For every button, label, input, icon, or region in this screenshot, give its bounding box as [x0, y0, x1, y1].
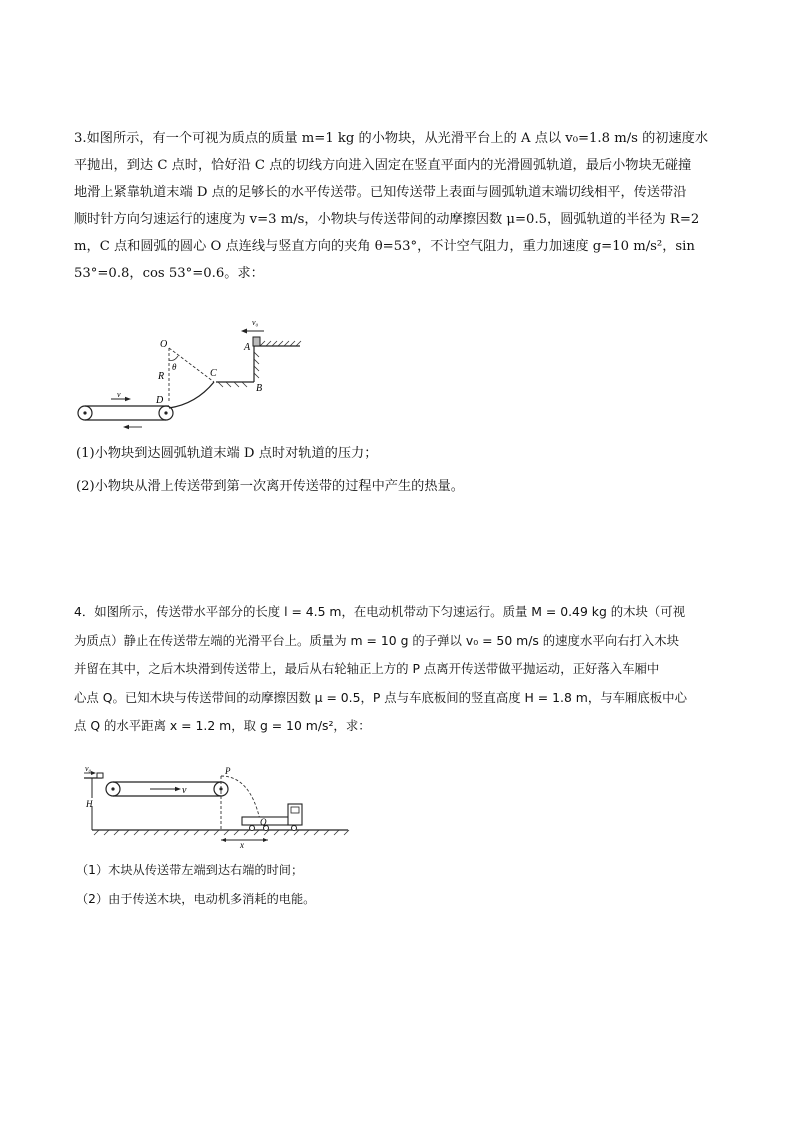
q3-subquestion-1: (1)小物块到达圆弧轨道末端 D 点时对轨道的压力； [76, 446, 378, 461]
q4-line-3: 并留在其中，之后木块滑到传送带上，最后从右轮轴正上方的 P 点离开传送带做平抛运动，正好落入车厢中 [74, 661, 660, 676]
q4-label-x: x [240, 840, 244, 850]
q4-label-v0: v₀ [85, 764, 92, 773]
q3-label-O: O [160, 339, 168, 350]
q3-line-3: 地滑上紧靠轨道末端 D 点的足够长的水平传送带。已知传送带上表面与圆弧轨道末端切线相平，传送带沿 [74, 185, 687, 200]
q3-label-C: C [210, 368, 217, 379]
q3-label-B: B [256, 383, 263, 394]
q3-label-v0: v₀ [252, 318, 259, 327]
q4-line-5: 点 Q 的水平距离 x = 1.2 m，取 g = 10 m/s²，求： [74, 718, 371, 733]
q3-label-A: A [244, 342, 251, 353]
q4-label-v: v [182, 785, 187, 796]
q4-trajectory [221, 776, 260, 820]
q3-arc-track [169, 382, 214, 408]
q3-subquestion-2: (2)小物块从滑上传送带到第一次离开传送带的过程中产生的热量。 [76, 479, 464, 494]
question-4-text [74, 598, 728, 741]
q3-label-theta: θ [172, 362, 177, 372]
q3-line-6: 53°=0.8，cos 53°=0.6。求： [74, 266, 264, 281]
q3-line-4: 顺时针方向匀速运行的速度为 v=3 m/s，小物块与传送带间的动摩擦因数 μ=0.5，圆弧轨道的半径为 R=2 [74, 212, 700, 227]
q3-line-1: 3.如图所示，有一个可视为质点的质量 m=1 kg 的小物块，从光滑平台上的 A 点以 v₀=1.8 m/s 的初速度水 [74, 131, 709, 146]
q3-block [253, 337, 260, 346]
q4-line-1: 4．如图所示，传送带水平部分的长度 l = 4.5 m，在电动机带动下匀速运行。质量 M = 0.49 kg 的木块（可视 [74, 604, 686, 619]
q4-label-Q: Q [260, 817, 267, 827]
q3-line-5: m，C 点和圆弧的圆心 O 点连线与竖直方向的夹角 θ=53°，不计空气阻力，重力加速度 g=10 m/s²，sin [74, 239, 695, 254]
q4-label-P: P [225, 766, 231, 776]
q3-figure [66, 312, 316, 432]
question-3-text [74, 125, 728, 287]
q4-line-4: 心点 Q。已知木块与传送带间的动摩擦因数 μ = 0.5，P 点与车底板间的竖直高度 H = 1.8 m，与车厢底板中心 [74, 689, 687, 705]
q4-label-H: H [86, 799, 93, 809]
q4-line-2: 为质点）静止在传送带左端的光滑平台上。质量为 m = 10 g 的子弹以 v₀ = 50 m/s 的速度水平向右打入木块 [74, 632, 680, 648]
q4-figure [80, 762, 360, 852]
q3-line-2: 平抛出，到达 C 点时，恰好沿 C 点的切线方向进入固定在竖直平面内的光滑圆弧轨道，最后小物块无碰撞 [74, 158, 692, 173]
q4-subquestion-1: （1）木块从传送带左端到达右端的时间； [76, 863, 304, 877]
q4-block [97, 773, 103, 778]
q3-label-D: D [156, 395, 164, 406]
q3-label-R: R [158, 371, 165, 382]
q3-label-v: v [117, 390, 121, 399]
q4-subquestion-2: （2）由于传送木块，电动机多消耗的电能。 [76, 892, 316, 906]
